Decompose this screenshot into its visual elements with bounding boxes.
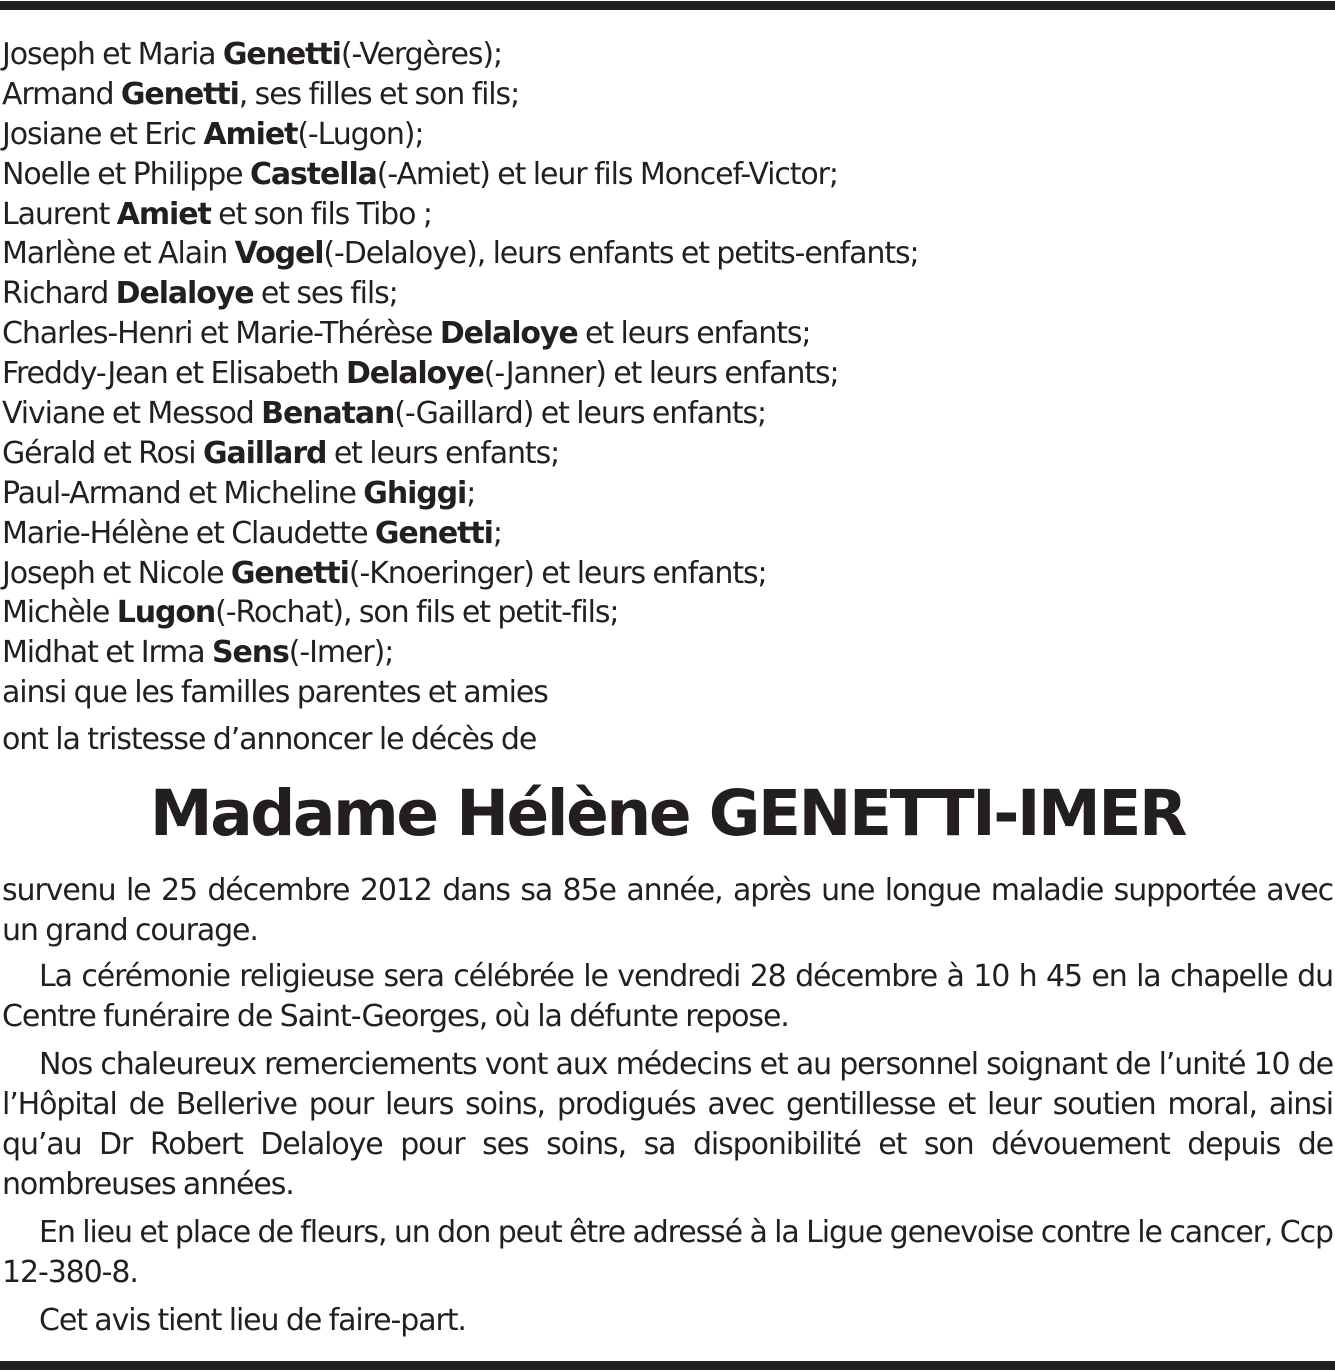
family-line: Armand Genetti, ses filles et son fils; [2,76,520,112]
surname: Genetti [120,76,239,112]
surname: Vogel [234,236,324,272]
family-line: Viviane et Messod Benatan(-Gaillard) et leurs enfants; [2,396,767,432]
family-line: Charles-Henri et Marie-Thérèse Delaloye et leurs enfants; [2,316,811,352]
family-line: Marlène et Alain Vogel(-Delaloye), leurs enfants et petits-enfants; [2,236,919,272]
family-line: Paul-Armand et Micheline Ghiggi; [2,475,476,511]
surname: Genetti [374,515,493,551]
announcement-intro: ont la tristesse d’annoncer le décès de [2,722,537,757]
paragraph-thanks: Nos chaleureux remerciements vont aux médecins et au personnel soignant de l’unité 10 de l’Hôpital de Bellerive pour leurs soins, prodigués avec gentillesse et leur soutien moral, ainsi qu’au Dr Robert Delaloye pour ses soins, sa disponibilité et son dévouement depuis de nombreuses années. [2,1047,1333,1202]
surname: Amiet [116,196,211,232]
surname: Castella [249,156,377,192]
surname: Sens [212,635,289,671]
deceased-name: Madame Hélène GENETTI-IMER [149,777,1186,850]
family-line: Michèle Lugon(-Rochat), son fils et petit-fils; [2,595,619,631]
announcement-body [2,871,1333,1349]
surname: Delaloye [115,276,254,312]
family-list [2,35,1332,713]
surname: Gaillard [202,435,327,471]
family-line: Josiane et Eric Amiet(-Lugon); [2,116,424,152]
paragraph-notice: Cet avis tient lieu de faire-part. [39,1303,466,1338]
family-line: Joseph et Maria Genetti(-Vergères); [2,37,502,72]
surname: Genetti [222,37,341,72]
surname: Genetti [230,555,349,591]
surname: Amiet [203,116,298,152]
family-line: Midhat et Irma Sens(-Imer); [2,635,394,671]
family-line: Joseph et Nicole Genetti(-Knoeringer) et leurs enfants; [2,555,767,591]
family-line: Laurent Amiet et son fils Tibo ; [2,196,432,232]
family-line: ainsi que les familles parentes et amies [2,675,548,711]
family-line: Freddy-Jean et Elisabeth Delaloye(-Janner) et leurs enfants; [2,356,839,392]
surname: Benatan [261,396,395,432]
family-line: Richard Delaloye et ses fils; [2,276,398,312]
paragraph-donation: En lieu et place de fleurs, un don peut être adressé à la Ligue genevoise contre le cancer, Ccp 12-380-8. [2,1215,1333,1290]
surname: Delaloye [345,356,484,392]
top-rule [0,1,1335,10]
surname: Ghiggi [363,475,467,511]
family-line: Noelle et Philippe Castella(-Amiet) et leur fils Moncef-Victor; [2,156,838,192]
bottom-rule [0,1361,1335,1370]
family-line: Gérald et Rosi Gaillard et leurs enfants; [2,435,560,471]
surname: Delaloye [439,316,578,352]
surname: Lugon [116,595,216,631]
paragraph-ceremony: La cérémonie religieuse sera célébrée le vendredi 28 décembre à 10 h 45 en la chapelle du Centre funéraire de Saint-Georges, où la défunte repose. [2,959,1333,1034]
family-line: Marie-Hélène et Claudette Genetti; [2,515,502,551]
paragraph-circumstances: survenu le 25 décembre 2012 dans sa 85e année, après une longue maladie supportée avec un grand courage. [2,873,1333,948]
